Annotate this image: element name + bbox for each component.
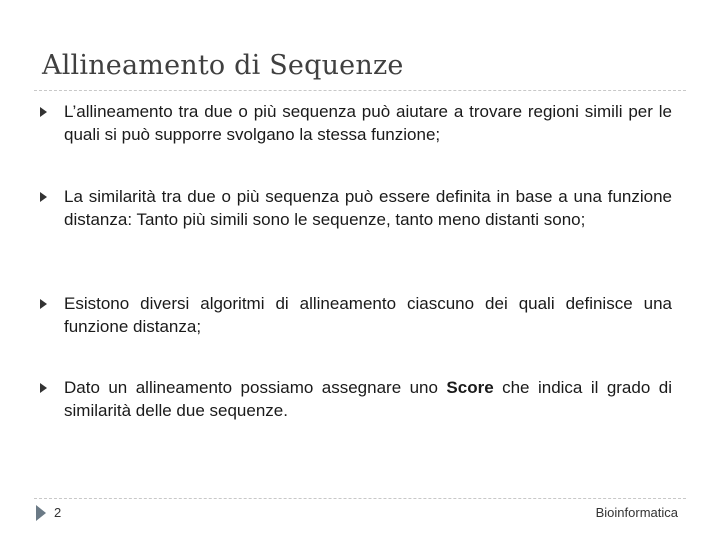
bullet-item-2: La similarità tra due o più sequenza può essere definita in base a una funzione distanza: Tanto più simili sono le sequenze, tanto meno distanti sono; bbox=[64, 187, 672, 229]
slide-title: Allineamento di Sequenze bbox=[42, 50, 404, 81]
bullet-item-3: Esistono diversi algoritmi di allineamento ciascuno dei quali definisce una funzione distanza; bbox=[64, 294, 672, 336]
footer-arrow-icon bbox=[36, 505, 46, 521]
bullet-arrow-icon bbox=[40, 299, 47, 309]
score-term: Score bbox=[446, 378, 494, 397]
bullet-arrow-icon bbox=[40, 107, 47, 117]
title-divider bbox=[34, 90, 686, 91]
bullet-item-1: L’allineamento tra due o più sequenza può aiutare a trovare regioni simili per le quali si può supporre svolgano la stessa funzione; bbox=[64, 102, 672, 144]
bullet-item-4 bbox=[64, 376, 672, 422]
page-number: 2 bbox=[54, 505, 62, 520]
footer-course-name: Bioinformatica bbox=[595, 505, 678, 520]
bullet-item-4-pre: Dato un allineamento possiamo assegnare uno bbox=[64, 378, 447, 397]
bullet-arrow-icon bbox=[40, 192, 47, 202]
bullet-item-4-post: che indica il grado di similarità delle due sequenze. bbox=[64, 378, 672, 420]
bullet-arrow-icon bbox=[40, 383, 47, 393]
footer-divider bbox=[34, 498, 686, 499]
